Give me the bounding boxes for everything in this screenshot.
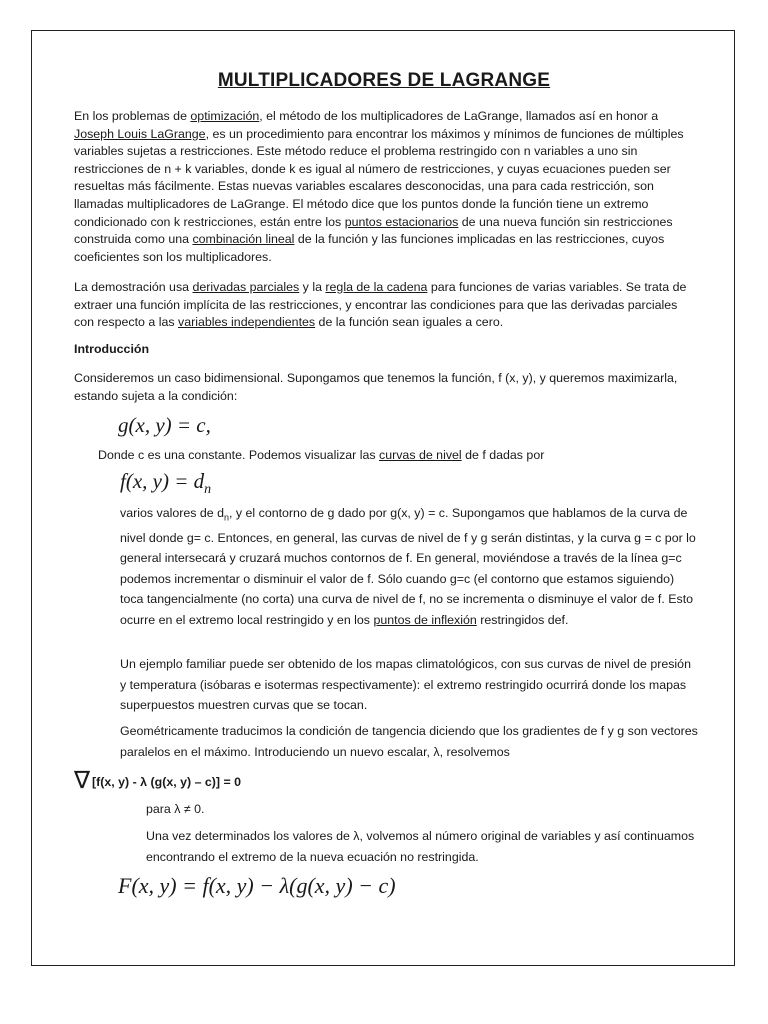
paragraph-mapas: Un ejemplo familiar puede ser obtenido de los mapas climatológicos, con sus curvas de nivel de presión y temperatura (isóbaras e isotermas respectivamente): el extremo restringido ocurrirá donde los mapas superpuestos muestren curvas que se tocan. <box>120 657 691 712</box>
link-puntos-inflexion[interactable]: puntos de inflexión <box>373 612 477 627</box>
text-run: La demostración usa <box>74 280 193 294</box>
link-combinacion-lineal[interactable]: combinación lineal <box>192 232 295 247</box>
link-curvas-nivel[interactable]: curvas de nivel <box>379 448 462 462</box>
text-run: de f dadas por <box>461 448 545 462</box>
link-regla-cadena[interactable]: regla de la cadena <box>325 280 428 294</box>
text-lambda-condition: para λ ≠ 0. <box>146 802 205 816</box>
paragraph-curvas <box>98 447 718 465</box>
text-run: y la <box>299 280 326 294</box>
text-run: de la función y las funciones implicadas en las restricciones, cuyos coeficientes son los multiplicadores. <box>74 232 665 264</box>
equation-text: f(x, y) = d <box>120 469 205 493</box>
equation-constraint: g(x, y) = c, <box>118 413 211 437</box>
text-run: , el método de los multiplicadores de LaGrange, llamados así en honor a <box>259 109 659 123</box>
subscript: n <box>224 512 230 523</box>
equation-subscript: n <box>204 482 212 498</box>
page-title: MULTIPLICADORES DE LAGRANGE <box>217 70 551 91</box>
paragraph-caso: Consideremos un caso bidimensional. Supongamos que tenemos la función, f (x, y), y queremos maximizarla, estando sujeta a la condición: <box>74 371 678 403</box>
paragraph-intro <box>74 108 694 266</box>
text-run: restringidos def. <box>476 612 569 627</box>
equation-lagrangian: F(x, y) = f(x, y) − λ(g(x, y) − c) <box>118 873 396 898</box>
paragraph-contorno <box>120 503 698 630</box>
nabla-icon: ∇ <box>74 767 91 794</box>
text-run: varios valores de d <box>120 506 224 520</box>
link-puntos-estacionarios[interactable]: puntos estacionarios <box>344 214 459 229</box>
link-optimizacion[interactable]: optimización <box>190 109 260 123</box>
link-derivadas-parciales[interactable]: derivadas parciales <box>192 280 300 294</box>
equation-level-curve <box>120 469 211 498</box>
paragraph-demostracion <box>74 279 694 332</box>
section-heading: Introducción <box>74 342 150 356</box>
link-variables-independientes[interactable]: variables independientes <box>178 315 316 330</box>
equation-gradient: [f(x, y) - λ (g(x, y) – c)] = 0 <box>92 775 242 789</box>
text-run: , es un procedimiento para encontrar los máximos y mínimos de funciones de múltiples variables sujetas a restricciones. Este método reduce el problema restringido con n variables a uno sin restricciones de n + k variables, donde k es igual al número de restricciones, y cuyas ecuaciones pueden ser resueltas más fácilmente. Estas nuevas variables escalares desconocidas, una para cada restricción, son llamadas multiplicadores de LaGrange. El método dice que los puntos donde la función tiene un extremo condicionado con k restricciones, están entre los <box>74 126 684 229</box>
text-run: de la función sean iguales a cero. <box>315 315 504 330</box>
text-run: , y el contorno de g dado por g(x, y) = c. Supongamos que hablamos de la curva de nivel donde g= c. Entonces, en general, las curvas de nivel de f y g serán distintas, y la curva g = c por lo general intersecará y cruzará muchos contornos de f. En general, moviéndose a través de la línea g=c podemos incrementar o disminuir el valor de f. Sólo cuando g=c (el contorno que estamos siguiendo) toca tangencialmente (no corta) una curva de nivel de f, no se incrementa o disminuye el valor de f. Esto ocurre en el extremo local restringido y en los <box>120 506 696 627</box>
text-run: de una nueva función sin restricciones construida como una <box>74 214 673 247</box>
text-run: Donde c es una constante. Podemos visualizar las <box>98 448 380 462</box>
text-run: En los problemas de <box>74 109 191 123</box>
text-run: para funciones de varias variables. Se trata de extraer una función implícita de las restricciones, y encontrar las condiciones para que las derivadas parciales con respecto a las <box>74 280 687 330</box>
paragraph-geometricamente: Geométricamente traducimos la condición de tangencia diciendo que los gradientes de f y g son vectores paralelos en el máximo. Introduciendo un nuevo escalar, λ, resolvemos <box>120 724 698 759</box>
link-lagrange[interactable]: Joseph Louis LaGrange <box>74 126 206 141</box>
paragraph-determinados: Una vez determinados los valores de λ, volvemos al número original de variables y así continuamos encontrando el extremo de la nueva ecuación no restringida. <box>146 829 695 864</box>
